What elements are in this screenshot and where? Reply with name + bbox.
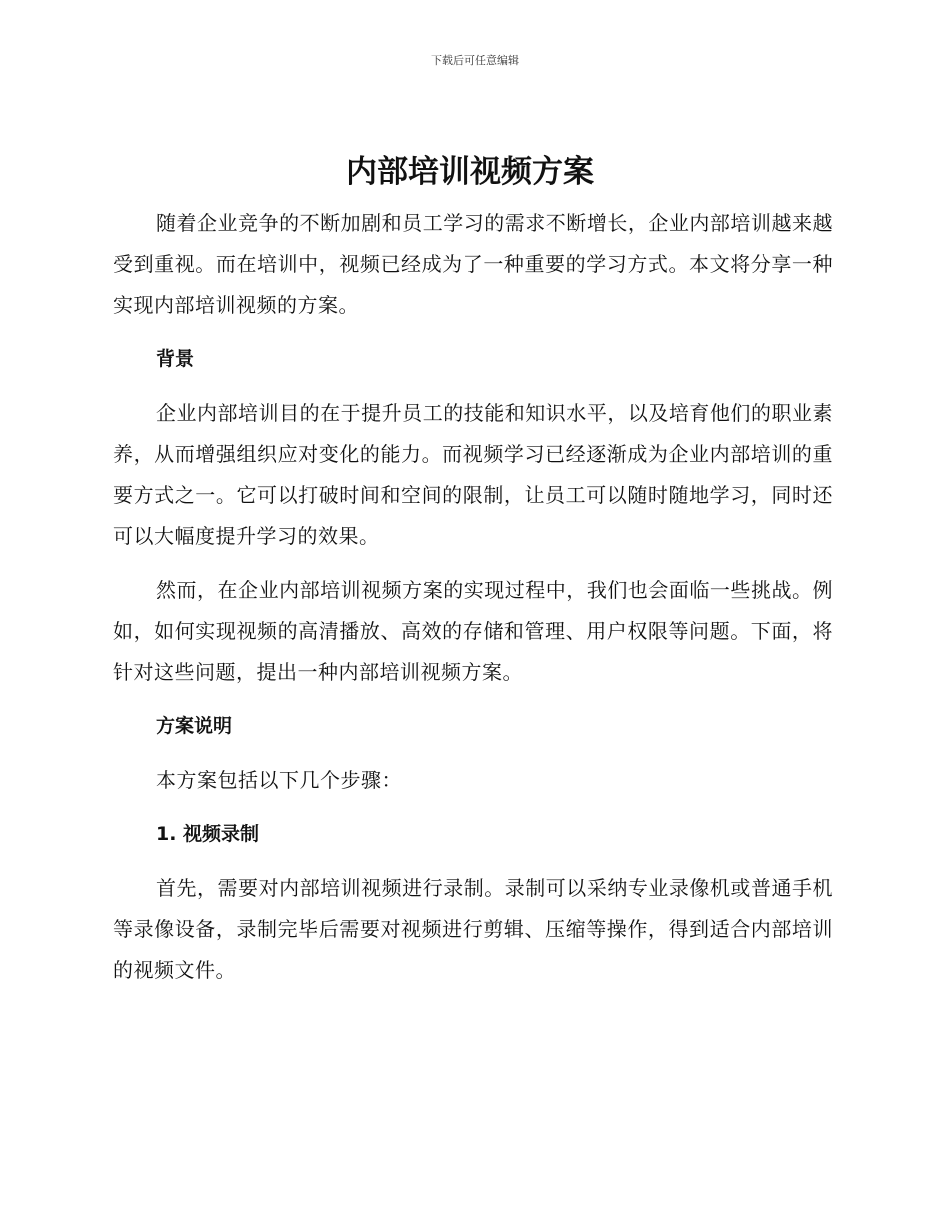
document-title: 内部培训视频方案	[346, 154, 594, 190]
header-note: 下载后可任意编辑	[431, 54, 519, 67]
intro-paragraph: 随着企业竞争的不断加剧和员工学习的需求不断增长，企业内部培训越来越受到重视。而在培训中，视频已经成为了一种重要的学习方式。本文将分享一种实现内部培训视频的方案。	[113, 211, 833, 317]
background-paragraph-2: 然而，在企业内部培训视频方案的实现过程中，我们也会面临一些挑战。例如，如何实现视频的高清播放、高效的存储和管理、用户权限等问题。下面，将针对这些问题，提出一种内部培训视频方案。	[113, 578, 833, 684]
plan-heading: 方案说明	[156, 715, 233, 737]
plan-intro-paragraph: 本方案包括以下几个步骤：	[156, 768, 402, 792]
step-1-paragraph: 首先，需要对内部培训视频进行录制。录制可以采纳专业录像机或普通手机等录像设备，录制完毕后需要对视频进行剪辑、压缩等操作，得到适合内部培训的视频文件。	[113, 876, 833, 982]
background-paragraph-1: 企业内部培训目的在于提升员工的技能和知识水平，以及培育他们的职业素养，从而增强组织应对变化的能力。而视频学习已经逐渐成为企业内部培训的重要方式之一。它可以打破时间和空间的限制，让员工可以随时随地学习，同时还可以大幅度提升学习的效果。	[113, 401, 833, 548]
document-body	[113, 150, 833, 991]
background-heading: 背景	[156, 348, 195, 370]
step-1-heading: 1. 视频录制	[156, 823, 260, 845]
